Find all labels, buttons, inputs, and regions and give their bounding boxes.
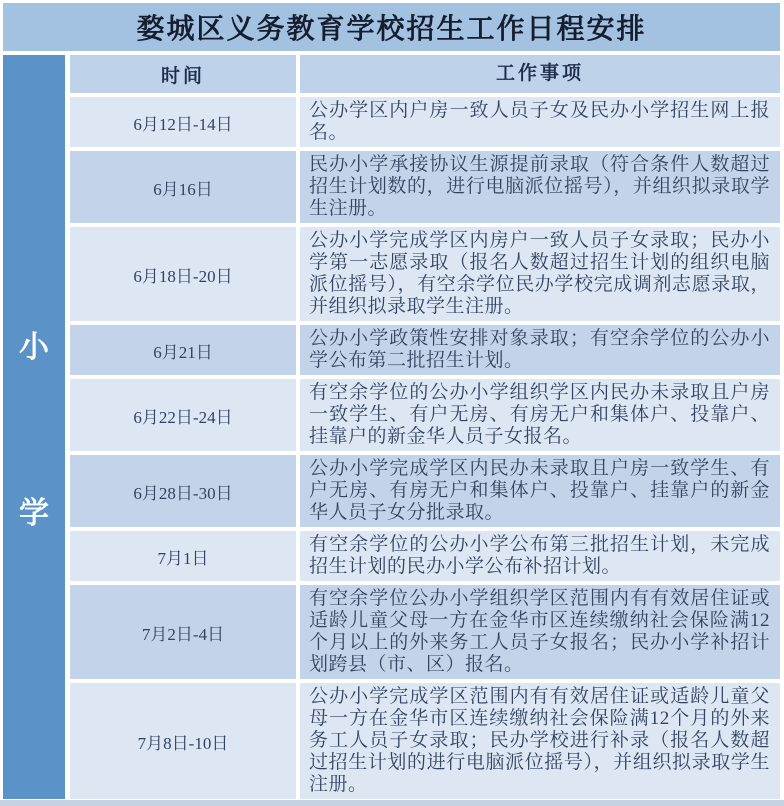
schedule-table	[70, 55, 780, 799]
task-cell	[300, 227, 780, 321]
task-cell	[300, 585, 780, 679]
task-text: 公办小学完成学区内民办未录取且户房一致学生、有户无房、有房无户和集体户、投靠户、挂靠户的新金华人员子女分批录取。	[309, 458, 770, 523]
next-row-cutoff	[0, 800, 784, 806]
sidebar-char-primary: 小	[19, 331, 49, 364]
time-cell	[70, 585, 296, 679]
table-row	[70, 151, 780, 223]
time-text: 7月8日-10日	[137, 733, 229, 753]
task-cell	[300, 531, 780, 581]
sidebar-char-school: 学	[19, 497, 49, 530]
task-text: 有空余学位的公办小学组织学区内民办未录取且户房一致学生、有户无房、有房无户和集体户、投靠户、挂靠户的新金华人员子女报名。	[309, 382, 770, 447]
table-row	[70, 585, 780, 679]
time-cell	[70, 379, 296, 451]
table-header-row	[70, 55, 780, 93]
time-cell	[70, 455, 296, 527]
task-text: 民办小学承接协议生源提前录取（符合条件人数超过招生计划数的，进行电脑派位摇号），并组织拟录取学生注册。	[309, 154, 770, 219]
time-cell	[70, 97, 296, 147]
task-cell	[300, 97, 780, 147]
table-body	[3, 55, 780, 799]
task-text: 有空余学位的公办小学公布第三批招生计划，未完成招生计划的民办小学公布补招计划。	[309, 534, 770, 577]
task-text: 公办小学完成学区内房户一致人员子女录取；民办小学第一志愿录取（报名人数超过招生计划的组织电脑派位摇号），有空余学位民办学校完成调剂志愿录取，并组织拟录取学生注册。	[309, 230, 770, 317]
time-cell	[70, 683, 296, 799]
task-cell	[300, 455, 780, 527]
table-row	[70, 455, 780, 527]
table-row	[70, 227, 780, 321]
table-row	[70, 683, 780, 799]
time-cell	[70, 227, 296, 321]
column-header-time: 时间	[70, 55, 296, 93]
time-text: 7月1日	[157, 548, 209, 568]
sidebar-stage-label	[3, 55, 65, 799]
task-cell	[300, 683, 780, 799]
task-cell	[300, 325, 780, 375]
time-cell	[70, 325, 296, 375]
table-rows	[70, 97, 780, 799]
task-text: 有空余学位公办小学组织学区范围内有有效居住证或适龄儿童父母一方在金华市区连续缴纳社会保险满12个月以上的外来务工人员子女报名；民办小学补招计划跨县（市、区）报名。	[309, 588, 770, 675]
task-text: 公办小学完成学区范围内有有效居住证或适龄儿童父母一方在金华市区连续缴纳社会保险满12个月的外来务工人员子女录取；民办学校进行补录（报名人数超过招生计划的进行电脑派位摇号），并组织拟录取学生注册。	[309, 686, 770, 795]
time-text: 6月18日-20日	[133, 266, 233, 286]
table-row	[70, 531, 780, 581]
task-text: 公办小学政策性安排对象录取；有空余学位的公办小学公布第二批招生计划。	[309, 328, 770, 371]
time-text: 6月12日-14日	[133, 114, 233, 134]
table-row	[70, 97, 780, 147]
time-text: 7月2日-4日	[141, 624, 225, 644]
time-text: 6月21日	[153, 342, 213, 362]
time-cell	[70, 531, 296, 581]
page-title: 婺城区义务教育学校招生工作日程安排	[3, 3, 780, 51]
task-cell	[300, 379, 780, 451]
column-header-task: 工作事项	[300, 55, 780, 93]
time-text: 6月16日	[153, 179, 213, 199]
task-cell	[300, 151, 780, 223]
time-cell	[70, 151, 296, 223]
table-row	[70, 379, 780, 451]
time-text: 6月22日-24日	[133, 407, 233, 427]
time-text: 6月28日-30日	[133, 483, 233, 503]
table-row	[70, 325, 780, 375]
task-text: 公办学区内户房一致人员子女及民办小学招生网上报名。	[309, 100, 770, 143]
